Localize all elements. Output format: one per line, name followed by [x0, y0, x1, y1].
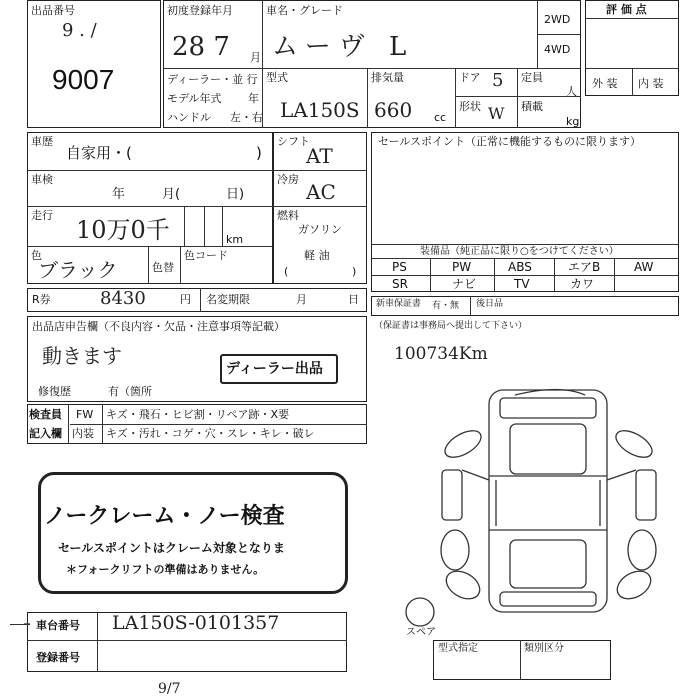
color-code-label: 色コード	[184, 249, 228, 262]
inspection-year-unit: 年	[112, 187, 126, 202]
spare-label: スペア	[406, 627, 436, 638]
fuel-paren-open: (	[284, 265, 289, 278]
history-label: 車歴	[31, 135, 53, 148]
inspection-month-unit: 月(	[162, 187, 181, 202]
recycle-label: R券	[32, 293, 51, 306]
shift-value: AT	[306, 144, 333, 168]
fuel-paren-close: )	[352, 265, 357, 278]
first-reg-label: 初度登録年月	[167, 4, 233, 17]
equip-leather: カワ	[570, 277, 595, 291]
reg-label: 登録番号	[36, 651, 80, 664]
handle-options: 左・右	[230, 111, 263, 124]
name-change-day: 日	[348, 293, 359, 306]
shift-label: シフト	[277, 135, 310, 148]
inspection-label: 車検	[31, 173, 53, 186]
color-value: ブラック	[38, 258, 118, 282]
model-year-label: モデル年式	[167, 92, 222, 105]
inspector-label2: 記入欄	[29, 427, 62, 440]
lot-scribble: 9 . /	[62, 20, 97, 41]
interior-label: 内 装	[638, 77, 664, 90]
doors-value: 5	[492, 70, 504, 91]
equip-ps: PS	[392, 260, 407, 274]
warranty-note: （保証書は事務局へ提出して下さい）	[374, 321, 528, 331]
lot-number-value: 9007	[52, 64, 115, 95]
warranty-label: 新車保証書	[376, 299, 422, 309]
model-name-label: 車名・グレード	[266, 4, 343, 17]
doors-label: ドア	[459, 71, 481, 84]
ac-label: 冷房	[277, 173, 299, 186]
exterior-label: 外 装	[592, 77, 618, 90]
fuel-gas: ガソリン	[298, 223, 342, 236]
warranty-options: 有・無	[432, 301, 460, 311]
model-name-value: ムーヴ L	[272, 32, 415, 62]
ac-value: AC	[306, 180, 336, 204]
sales-point-label: セールスポイント（正常に機能するものに限ります）	[378, 135, 642, 148]
displacement-unit: cc	[434, 111, 447, 124]
mileage-value: 10万0千	[76, 216, 170, 244]
lot-number-label: 出品番号	[31, 4, 75, 17]
displacement-label: 排気量	[371, 71, 404, 84]
capacity-unit: 人	[566, 85, 577, 98]
load-unit: kg	[566, 115, 580, 128]
mileage-unit: km	[226, 233, 244, 246]
equip-airbag: エアB	[568, 260, 601, 274]
displacement-value: 660	[374, 98, 413, 122]
name-change-label: 名変期限	[206, 293, 250, 306]
repair-label: 修復歴	[38, 385, 71, 398]
fuel-diesel: 軽 油	[304, 249, 330, 262]
page-mark: 9/7	[158, 681, 181, 697]
capacity-label: 定員	[521, 71, 543, 84]
inspector-fw: FW	[76, 408, 94, 421]
history-close: )	[256, 144, 262, 162]
equip-sr: SR	[392, 277, 408, 291]
no-claim-line1: セールスポイントはクレーム対象となりま	[58, 541, 285, 555]
drive-2wd: 2WD	[544, 13, 571, 26]
type-spec-label: 型式指定	[438, 643, 478, 654]
fuel-label: 燃料	[277, 209, 299, 222]
equip-tv: TV	[514, 277, 530, 291]
color-change-label: 色替	[152, 261, 174, 274]
warranty-after-label: 後日品	[476, 299, 504, 309]
load-label: 積載	[521, 100, 543, 113]
repair-value: 有（	[108, 385, 130, 398]
no-claim-line2: ＊フォークリフトの準備はありません。	[66, 563, 265, 576]
handle-label: ハンドル	[167, 111, 211, 124]
mileage-label: 走行	[31, 209, 53, 222]
equipment-label: 装備品（純正品に限り○をつけてください）	[420, 246, 619, 257]
recycle-yen: 円	[180, 293, 191, 306]
dealer-stamp-text: ディーラー出品	[226, 361, 323, 377]
chassis-value: LA150S-0101357	[112, 612, 280, 634]
model-type-label: 型式	[266, 71, 288, 84]
model-type-value: LA150S	[280, 98, 360, 122]
history-value: 自家用・(	[66, 144, 132, 162]
no-claim-title: ノークレーム・ノー検査	[44, 504, 285, 529]
body-label: 形状	[459, 100, 481, 113]
equip-aw: AW	[634, 260, 654, 274]
first-reg-value: 28 7	[172, 32, 230, 62]
model-year-unit: 年	[248, 92, 259, 105]
rating-label: 評 価 点	[606, 3, 647, 16]
inspector-fw-items: キズ・飛石・ヒビ割・リペア跡・X要	[106, 408, 290, 421]
body-value: W	[488, 104, 505, 123]
inspector-label1: 検査員	[29, 408, 62, 421]
dealer-label: ディーラー・並 行	[167, 73, 258, 86]
inspector-interior: 内装	[72, 427, 94, 440]
class-label: 類別区分	[524, 643, 564, 654]
odometer-note: 100734Km	[394, 344, 488, 364]
inspection-day-unit: 日)	[226, 187, 245, 202]
color-label: 色	[31, 249, 42, 262]
chassis-label: 車台番号	[36, 619, 80, 632]
equip-pw: PW	[452, 260, 472, 274]
first-reg-month-unit: 月	[250, 51, 261, 64]
declaration-label: 出品店申告欄（不良内容・欠品・注意事項等記載）	[32, 320, 285, 333]
recycle-value: 8430	[100, 288, 146, 309]
equip-navi: ナビ	[452, 277, 477, 291]
name-change-month: 月	[296, 293, 307, 306]
inspector-interior-items: キズ・汚れ・コゲ・穴・スレ・キレ・破レ	[106, 427, 315, 440]
equip-abs: ABS	[508, 260, 532, 274]
repair-suffix: 箇所	[130, 385, 152, 398]
declaration-handwritten: 動きます	[42, 344, 122, 368]
drive-4wd: 4WD	[544, 43, 571, 56]
